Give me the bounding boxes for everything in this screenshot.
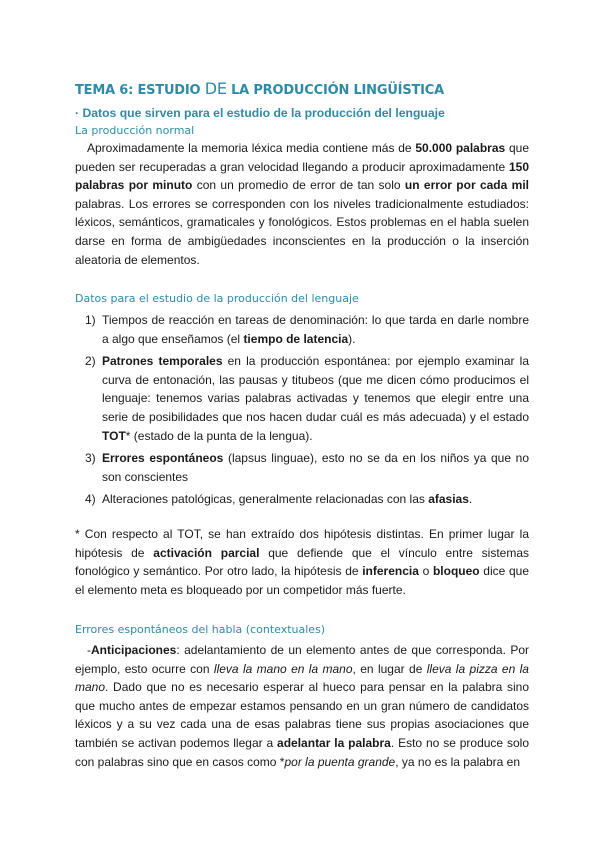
page-title: [75, 79, 444, 98]
text-run: . Dado que no es necesario esperar al hueco para pensar en la palabra sino que mucho antes de empezar estamos pensando en un gran número de candidatos léxicos y a su vez cada una de esas palabras tiene sus propias asociaciones que también se activan podemos llegar a: [75, 680, 529, 750]
text-run: : adelantamiento de un elemento antes de que corresponda. Por ejemplo, esto ocurre con: [75, 643, 529, 676]
text-run: (lapsus linguae), esto no se da en los niños ya que no son conscientes: [102, 451, 529, 484]
list-item: [85, 311, 529, 348]
datos-list: [85, 311, 529, 513]
list-number: 3): [85, 451, 96, 466]
text-run: en la producción espontánea: por ejemplo examinar la curva de entonación, las pausas y titubeos (que me dicen cómo producimos el lenguaje: tenemos varias palabras activadas y tenemos que elegir entre una serie de posibilidades que nos hacen dudar cuál es más adecuada) y el estado: [102, 354, 529, 424]
paragraph-produccion-normal: [75, 139, 529, 269]
text-run: . Esto no se produce solo con palabras sino que en casos como *: [75, 735, 529, 769]
text-run: * (estado de la punta de la lengua).: [125, 428, 313, 443]
text-run: Aproximadamente la memoria léxica media contiene más de: [87, 141, 416, 155]
title-part: TEMA 6: ESTUDIO: [75, 83, 205, 98]
list-number: 1): [85, 313, 96, 327]
text-run: , ya no es la palabra en: [395, 754, 520, 769]
bold-run: Patrones temporales: [102, 354, 223, 369]
text-run: -: [87, 643, 91, 657]
text-run: que defiende que el vínculo entre sistemas fonológico y semántico. Por otro lado, la hipótesis de: [75, 545, 530, 579]
bold-run: Errores espontáneos: [102, 451, 224, 466]
list-item: [85, 449, 529, 486]
bold-run: 150 palabras por minuto: [75, 159, 529, 193]
bold-run: afasias: [428, 492, 469, 507]
list-item: [85, 352, 529, 445]
text-run: Alteraciones patológicas, generalmente relacionadas con las: [102, 492, 429, 507]
bold-run: Anticipaciones: [91, 643, 177, 657]
bold-run: adelantar la palabra: [277, 735, 391, 750]
bold-run: TOT: [102, 428, 126, 443]
heading-produccion-normal: La producción normal: [75, 124, 195, 137]
bold-run: bloqueo: [432, 564, 480, 579]
bold-run: tiempo de latencia: [243, 331, 349, 346]
bold-run: un error por cada mil: [404, 178, 529, 193]
italic-run: lleva la pizza en la mano: [75, 661, 529, 695]
paragraph-tot-note: [75, 525, 529, 599]
italic-run: por la puenta grande: [284, 754, 396, 769]
title-part: LA PRODUCCIÓN LINGÜÍSTICA: [226, 83, 444, 98]
text-run: o: [418, 564, 433, 579]
text-run: ).: [348, 331, 356, 346]
text-run: .: [468, 492, 473, 507]
text-run: dice que el elemento meta es bloqueado por un competidor más fuerte.: [75, 564, 530, 597]
text-run: * Con respecto al TOT, se han extraído dos hipótesis distintas. En primer lugar la hipótesis de: [75, 527, 529, 560]
title-part: DE: [204, 79, 227, 98]
list-number: 4): [85, 492, 96, 507]
italic-run: lleva la mano en la mano: [213, 661, 353, 676]
bold-run: activación parcial: [153, 545, 260, 560]
text-run: Tiempos de reacción en tareas de denominación: lo que tarda en darle nombre a algo que enseñamos (el: [102, 313, 529, 346]
bold-run: inferencia: [362, 564, 419, 579]
section-subtitle: · Datos que sirven para el estudio de la producción del lenguaje: [75, 106, 445, 120]
heading-errores-espontaneos: Errores espontáneos del habla (contextuales): [75, 623, 326, 636]
text-run: palabras. Los errores se corresponden con los niveles tradicionalmente estudiados: léxicos, semánticos, gramaticales y fonológicos. Estos problemas en el habla suelen darse en forma de ambigüedades inconscientes en la producción o la inserción aleatoria de elementos.: [75, 196, 529, 267]
text-run: con un promedio de error de tan solo: [192, 178, 405, 193]
text-run: que pueden ser recuperadas a gran velocidad llegando a producir aproximadamente: [75, 141, 529, 174]
list-item: [85, 490, 529, 509]
heading-datos-estudio: Datos para el estudio de la producción del lenguaje: [75, 292, 359, 305]
bold-run: 50.000 palabras: [415, 141, 506, 155]
list-number: 2): [85, 354, 96, 369]
text-run: , en lugar de: [352, 661, 427, 676]
paragraph-anticipaciones: [75, 641, 529, 771]
